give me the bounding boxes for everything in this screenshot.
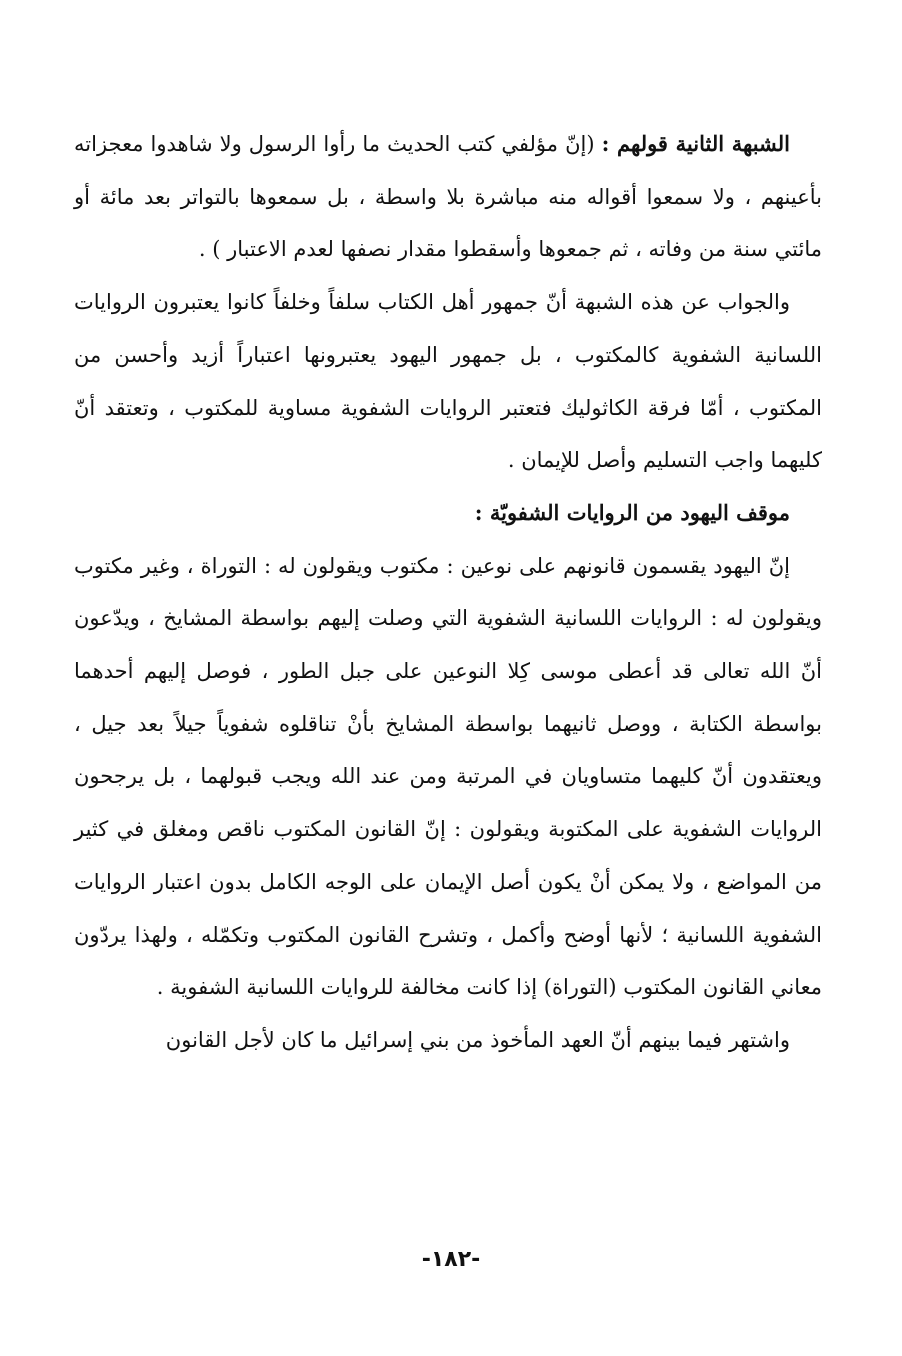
paragraph-first-objection xyxy=(74,118,822,276)
paragraph-answer: والجواب عن هذه الشبهة أنّ جمهور أهل الكتاب سلفاً وخلفاً كانوا يعتبرون الروايات اللسانية الشفوية كالمكتوب ، بل جمهور اليهود يعتبرونها اعتباراً أزيد وأحسن من المكتوب ، أمّا فرقة الكاثوليك فتعتبر الروايات الشفوية مساوية للمكتوب ، وتعتقد أنّ كليهما واجب التسليم وأصل للإيمان . xyxy=(74,290,822,473)
paragraph-covenant: واشتهر فيما بينهم أنّ العهد المأخوذ من بني إسرائيل ما كان لأجل القانون xyxy=(165,1027,790,1052)
body-text xyxy=(74,118,822,1067)
objection-lead: الشبهة الثانية قولهم : xyxy=(601,131,790,156)
page-number: -١٨٢- xyxy=(421,1247,481,1272)
objection-quote: (إنّ مؤلفي كتب الحديث ما رأوا الرسول ولا شاهدوا معجزاته بأعينهم ، ولا سمعوا أقواله منه مباشرة بلا واسطة ، بل سمعوها بالتواتر بعد مائة أو مائتي سنة من وفاته ، ثم جمعوها وأسقطوا مقدار نصفها لعدم الاعتبار ) . xyxy=(74,132,822,262)
paragraph-jewish-law: إنّ اليهود يقسمون قانونهم على نوعين : مكتوب ويقولون له : التوراة ، وغير مكتوب ويقولون له : الروايات اللسانية الشفوية التي وصلت إليهم بواسطة المشايخ ، ويدّعون أنّ الله تعالى قد أعطى موسى كِلا النوعين على جبل الطور ، فوصل إليهم أحدهما بواسطة الكتابة ، ووصل ثانيهما بواسطة المشايخ بأنْ تناقلوه شفوياً جيلاً بعد جيل ، ويعتقدون أنّ كليهما متساويان في المرتبة ومن عند الله ويجب قبولهما ، بل يرجحون الروايات الشفوية على المكتوبة ويقولون : إنّ القانون المكتوب ناقص ومغلق في كثير من المواضع ، ولا يمكن أنْ يكون أصل الإيمان على الوجه الكامل بدون اعتبار الروايات الشفوية اللسانية ؛ لأنها أوضح وأكمل ، وتشرح القانون المكتوب وتكمّله ، ولهذا يردّون معاني القانون المكتوب (التوراة) إذا كانت مخالفة للروايات اللسانية الشفوية . xyxy=(74,553,822,1000)
section-heading: موقف اليهود من الروايات الشفويّة : xyxy=(474,499,790,525)
